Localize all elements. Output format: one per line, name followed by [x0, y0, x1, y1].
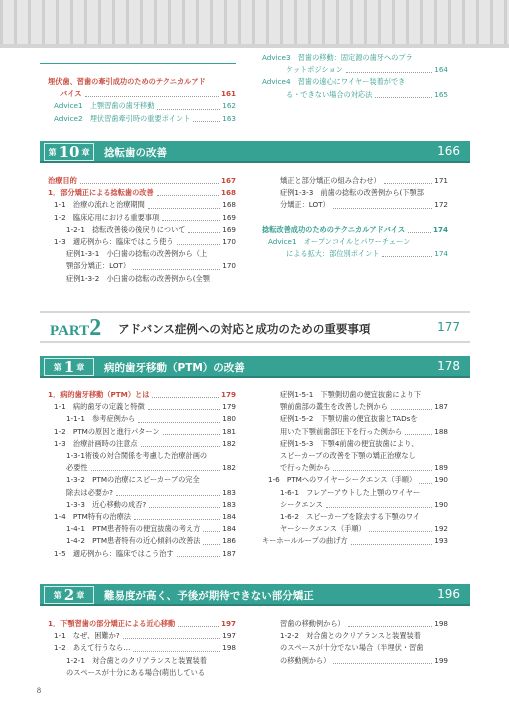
toc-entry[interactable]: Advice1 オープンコイルとパワーチェーン: [268, 237, 411, 247]
chapter-page: 178: [437, 359, 460, 373]
chapter-number-box: 第 10 章: [44, 143, 94, 161]
toc-entry[interactable]: 1．部分矯正による捻転歯の改善 168: [48, 188, 236, 198]
toc-top-right: [262, 52, 448, 101]
part-title: アドバンス症例への対応と成功のための重要事項: [118, 322, 371, 336]
toc-ch10-left: [48, 175, 236, 285]
toc-top-left: [48, 76, 236, 125]
toc-ch1-right: [262, 389, 448, 548]
toc-entry[interactable]: 1-2-1 対合歯とのクリアランスと装置装着: [66, 655, 207, 665]
toc-entry[interactable]: 除去は必要か? 183: [66, 487, 236, 497]
toc-entry[interactable]: 1-4 PTM特有の治療法 184: [54, 512, 236, 522]
toc-entry[interactable]: 症例1-5-3 下顎4前歯の便宜抜歯により、: [280, 438, 419, 448]
chapter-title: 捻転歯の改善: [104, 147, 167, 159]
toc-entry[interactable]: 1-3-3 近心移動の成否? 183: [66, 499, 236, 509]
toc-entry[interactable]: 1-2 PTMの原因と進行パターン 181: [54, 426, 236, 436]
toc-entry[interactable]: 1-3 治療計画時の注意点 182: [54, 438, 236, 448]
toc-entry[interactable]: 1-4-2 PTM患者特有の近心傾斜の改善法 186: [66, 536, 236, 546]
toc-entry[interactable]: 1-1 なぜ、困難か? 197: [54, 631, 236, 641]
section-rule: [40, 63, 236, 64]
toc-entry[interactable]: 必要性 182: [66, 463, 236, 473]
toc-entry[interactable]: 1-6-2 スピーカーブを除去する下顎のワイ: [280, 512, 421, 522]
toc-entry[interactable]: 埋伏歯、習歯の牽引成功のためのテクニカルアド: [48, 77, 206, 86]
toc-entry[interactable]: 用いた下顎前歯部圧下を行った例から 188: [280, 426, 448, 436]
toc-entry[interactable]: のスペースが十分にある場合(萌出している: [66, 667, 206, 677]
toc-entry[interactable]: 捻転改善成功のためのテクニカルアドバイス 174: [262, 224, 448, 234]
toc-ch2-left: [48, 618, 236, 679]
chapter-header-1[interactable]: [40, 356, 470, 378]
toc-entry[interactable]: のスペースが十分でない場合（半埋伏・習歯: [280, 643, 424, 653]
toc-entry[interactable]: 1．下顎習歯の部分矯正による近心移動 197: [48, 619, 236, 628]
toc-spacer: [262, 212, 448, 224]
part-label: PART2: [50, 315, 102, 341]
toc-entry[interactable]: による拡大：部位別ポイント 174: [286, 249, 448, 259]
toc-entry[interactable]: 1-6 PTMへのワイヤーシークエンス（手順） 190: [268, 475, 448, 485]
chapter-number-box: 第 1 章: [44, 358, 94, 376]
chapter-header-10[interactable]: [40, 141, 470, 163]
toc-entry[interactable]: 1-2 あえて行うなら… 198: [54, 643, 236, 653]
part-header-2[interactable]: [40, 311, 470, 343]
toc-entry[interactable]: 1-3 適応例から：臨床ではこう使う 170: [54, 237, 236, 247]
toc-entry[interactable]: 1-2-2 対合歯とのクリアランスと装置装着: [280, 631, 421, 641]
chapter-title: 病的歯牙移動（PTM）の改善: [104, 362, 245, 374]
toc-entry[interactable]: 矯正と部分矯正の組み合わせ） 171: [280, 176, 448, 185]
part-page: 177: [437, 320, 460, 334]
toc-entry[interactable]: 1-5 適応例から：臨床ではこう治す 187: [54, 548, 236, 558]
toc-entry[interactable]: 1-3-2 PTMの治療にスピーカーブの完全: [66, 475, 200, 485]
toc-entry[interactable]: キーホールループの曲げ方 193: [262, 536, 448, 546]
toc-entry[interactable]: 習歯の移動例から） 198: [280, 619, 448, 628]
toc-entry[interactable]: Advice1 上顎習歯の歯牙移動 162: [54, 101, 236, 111]
toc-entry[interactable]: 症例1-3-3 前歯の捻転の改善例から(下顎部: [280, 188, 424, 198]
chapter-number-box: 第 2 章: [44, 586, 94, 604]
toc-entry[interactable]: 顎前歯部の叢生を改善した例から 187: [280, 402, 448, 412]
toc-entry[interactable]: スピーカーブの改善を下顎の矯正治療なし: [280, 451, 416, 461]
toc-entry[interactable]: 1-2-1 捻転改善後の後戻りについて 169: [66, 224, 236, 234]
toc-entry[interactable]: 症例1-3-1 小臼歯の捻転の改善例から（上: [66, 249, 208, 259]
chapter-page: 166: [437, 144, 460, 158]
page-number: 8: [37, 686, 41, 695]
toc-entry[interactable]: ケットポジション 164: [286, 65, 448, 75]
toc-entry[interactable]: の移動例から） 199: [280, 655, 448, 665]
toc-entry[interactable]: 顎部分矯正：LOT） 170: [66, 261, 236, 271]
toc-entry[interactable]: シークエンス 190: [280, 499, 448, 509]
toc-entry[interactable]: 分矯正：LOT） 172: [280, 200, 448, 210]
toc-entry[interactable]: で行った例から 189: [280, 463, 448, 473]
toc-entry[interactable]: 1-6-1 フレアーアウトした上顎のワイヤー: [280, 487, 421, 497]
toc-entry[interactable]: 1-1 治療の流れと治療期間 168: [54, 200, 236, 210]
toc-entry[interactable]: 1-4-1 PTM患者特有の便宜抜歯の考え方 184: [66, 524, 236, 534]
chapter-header-2[interactable]: [40, 584, 470, 606]
toc-entry[interactable]: 1-3-1術後の対合関係を考慮した治療計画の: [66, 451, 208, 461]
toc-entry[interactable]: Advice2 埋伏習歯牽引時の重要ポイント 163: [54, 113, 236, 123]
toc-ch1-left: [48, 389, 236, 560]
toc-entry[interactable]: 治療目的 167: [48, 176, 236, 185]
toc-ch2-right: [262, 618, 448, 667]
chapter-title: 難易度が高く、予後が期待できない部分矯正: [104, 590, 314, 602]
toc-entry[interactable]: 症例1-5-2 下顎切歯の便宜抜歯とTADsを: [280, 414, 418, 424]
chapter-page: 196: [437, 587, 460, 601]
toc-entry[interactable]: Advice3 習歯の移動：固定源の歯牙へのプラ: [262, 53, 413, 62]
toc-entry[interactable]: 1-2 臨床応用における重要事項 169: [54, 212, 236, 222]
toc-entry[interactable]: 1-1-1 参考症例から 180: [66, 414, 236, 424]
toc-entry[interactable]: ヤーシークエンス（手順） 192: [280, 524, 448, 534]
toc-ch10-right: [262, 175, 448, 260]
toc-entry[interactable]: 症例1-3-2 小臼歯の捻転の改善例から(全顎: [66, 273, 210, 283]
top-decorative-band: [0, 0, 509, 48]
toc-entry[interactable]: Advice4 習歯の遠心にワイヤー装着ができ: [262, 77, 406, 87]
toc-entry[interactable]: 1．病的歯牙移動（PTM）とは 179: [48, 390, 236, 399]
toc-entry[interactable]: 症例1-5-1 下顎側切歯の便宜抜歯により下: [280, 390, 422, 399]
toc-entry[interactable]: バイス 161: [60, 89, 236, 99]
toc-entry[interactable]: る・できない場合の対応法 165: [286, 89, 448, 99]
toc-entry[interactable]: 1-1 病的歯牙の定義と特徴 179: [54, 402, 236, 412]
